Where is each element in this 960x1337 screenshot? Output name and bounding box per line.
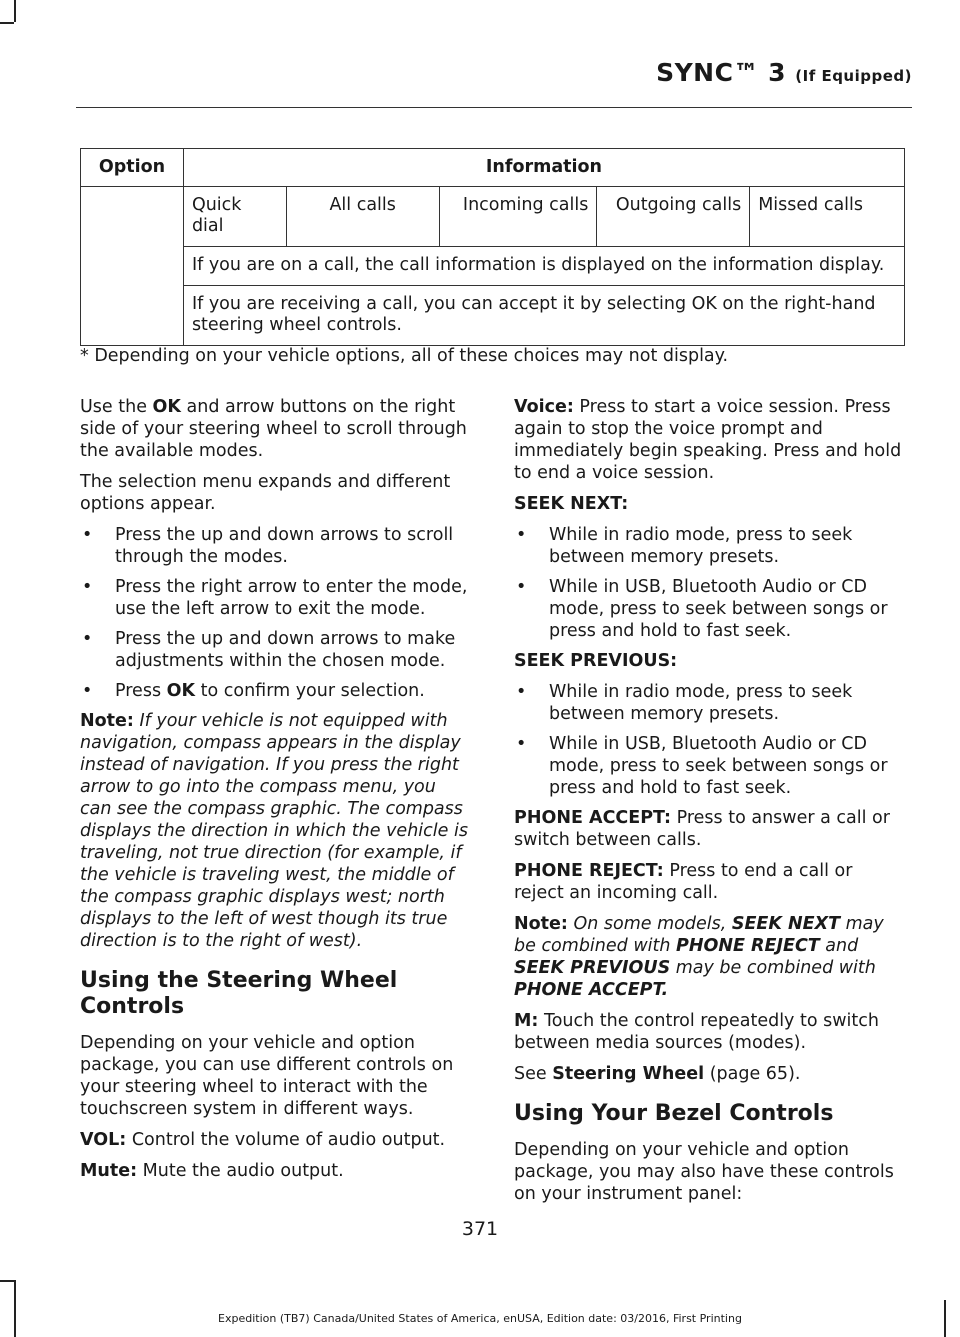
right-column (514, 396, 906, 1214)
edition-line: Expedition (TB7) Canada/United States of America, enUSA, Edition date: 03/2016, First Printing (218, 1312, 742, 1325)
crop-mark (14, 0, 16, 22)
note: Note: If your vehicle is not equipped with navigation, compass appears in the display instead of navigation. If you press the right arrow to go into the compass menu, you can see the compass graphic. The compass displays the direction in which the vehicle is traveling, not true direction (for example, if the vehicle is traveling west, the middle of the compass graphic displays west; north displays to the left of west though its true direction is to the right of west). (80, 711, 468, 951)
paragraph: M: Touch the control repeatedly to switch between media sources (modes). (514, 1011, 879, 1053)
page-number: 371 (461, 1218, 499, 1240)
paragraph: Depending on your vehicle and option package, you can use different controls on your steering wheel to interact with the touchscreen system in different ways. (80, 1033, 454, 1119)
section-heading: Using Your Bezel Controls (514, 1101, 834, 1126)
cross-reference: See Steering Wheel (page 65). (514, 1064, 801, 1084)
crop-mark (14, 1280, 16, 1337)
footnote: * Depending on your vehicle options, all of these choices may not display. (80, 346, 729, 366)
page-header (76, 58, 912, 108)
subheading: SEEK PREVIOUS: (514, 651, 678, 671)
list-item: • Press the up and down arrows to scroll through the modes. (82, 525, 454, 567)
table-cell: All calls (286, 187, 439, 247)
list-item: • While in radio mode, press to seek between memory presets. (516, 682, 853, 724)
table-row (81, 247, 905, 286)
paragraph: VOL: Control the volume of audio output. (80, 1130, 446, 1150)
list-item: • Press the up and down arrows to make adjustments within the chosen mode. (82, 629, 456, 671)
table-cell: Missed calls (750, 187, 905, 247)
table-row (81, 286, 905, 346)
steering-wheel-link[interactable]: Steering Wheel (552, 1064, 705, 1084)
page-title: SYNC™ 3 (If Equipped) (656, 58, 912, 87)
call-options-table (80, 148, 905, 346)
page-subtitle: (If Equipped) (795, 67, 912, 85)
list-item: • While in radio mode, press to seek between memory presets. (516, 525, 853, 567)
table-cell: Outgoing calls (597, 187, 750, 247)
left-column (80, 396, 472, 1191)
subheading: SEEK NEXT: (514, 494, 629, 514)
list-item: • Press OK to confirm your selection. (82, 681, 425, 701)
note: Note: On some models, SEEK NEXT may be combined with PHONE REJECT and SEEK PREVIOUS may be combined with PHONE ACCEPT. (514, 914, 884, 1000)
table-cell: Incoming calls (439, 187, 597, 247)
paragraph: PHONE REJECT: Press to end a call or reject an incoming call. (514, 861, 853, 903)
column-header-information: Information (183, 149, 904, 187)
paragraph: Use the OK and arrow buttons on the right side of your steering wheel to scroll through the available modes. (80, 397, 467, 461)
paragraph: PHONE ACCEPT: Press to answer a call or switch between calls. (514, 808, 890, 850)
crop-mark (0, 1280, 14, 1282)
section-heading: Using the Steering Wheel Controls (80, 968, 398, 1019)
list-item: • While in USB, Bluetooth Audio or CD mode, press to seek between songs or press and hold to fast seek. (516, 734, 888, 798)
list-item: • Press the right arrow to enter the mode, use the left arrow to exit the mode. (82, 577, 468, 619)
paragraph: Depending on your vehicle and option package, you may also have these controls on your instrument panel: (514, 1140, 894, 1204)
table-row (81, 187, 905, 247)
table-cell: If you are receiving a call, you can accept it by selecting OK on the right-hand steering wheel controls. (183, 286, 904, 346)
table-header-row (81, 149, 905, 187)
table-cell: Quick dial (183, 187, 286, 247)
table-cell: If you are on a call, the call information is displayed on the information display. (183, 247, 904, 286)
paragraph: Mute: Mute the audio output. (80, 1161, 344, 1181)
option-cell (81, 187, 184, 346)
paragraph: Voice: Press to start a voice session. Press again to stop the voice prompt and immediately begin speaking. Press and hold to end a voice session. (514, 397, 902, 483)
column-header-option: Option (81, 149, 184, 187)
list-item: • While in USB, Bluetooth Audio or CD mode, press to seek between songs or press and hold to fast seek. (516, 577, 888, 641)
paragraph: The selection menu expands and different options appear. (80, 472, 451, 514)
crop-mark (0, 22, 14, 24)
